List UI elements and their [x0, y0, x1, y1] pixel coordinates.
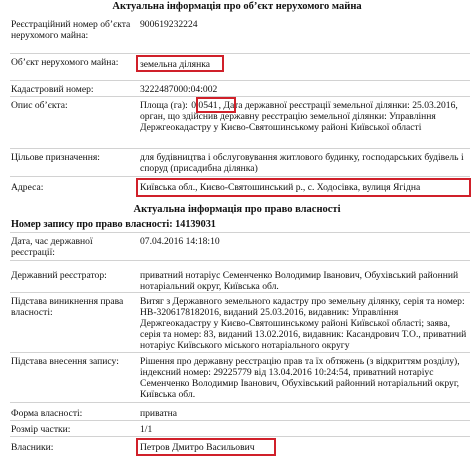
- record-number: Номер запису про право власності: 14139031: [11, 219, 216, 230]
- cadastral-number-label: Кадастровий номер:: [11, 84, 94, 95]
- ownership-form-value: приватна: [140, 408, 178, 419]
- registration-date-label: Дата, час державної реєстрації:: [11, 236, 93, 258]
- ownership-form-label: Форма власності:: [11, 408, 83, 419]
- row-divider: [10, 96, 470, 97]
- row-divider: [10, 352, 470, 353]
- entry-basis-value: Рішення про державну реєстрацію прав та їх обтяжень (з відкриттям розділу), індексний номер: 29225779 від 13.04.2016 10:24:54, приватний нотаріус Семенченко Володимир Іванович, Обухівський районний нотаріальний округ, Київська обл.: [140, 356, 460, 400]
- registration-number-label: Реєстраційний номер об’єкта нерухомого майна:: [11, 19, 131, 41]
- registrar-value: приватний нотаріус Семенченко Володимир Іванович, Обухівський районний нотаріальний округ, Київська обл.: [140, 270, 459, 292]
- row-divider: [10, 436, 470, 437]
- owners-value: Петров Дмитро Васильович: [140, 442, 255, 453]
- basis-value: Витяг з Державного земельного кадастру про земельну ділянку, серія та номер: НВ-3206178182016, виданий 25.03.2016, видавник: Управління Держгеокадастру у Києво-Святошинському районі Київської області; заява, серія та номер: 83, виданий 13.02.2016, видавник: Касандрович Т.О., приватний нотаріус Київського міського нотаріального округу: [140, 296, 467, 351]
- row-divider: [10, 148, 470, 149]
- row-divider: [10, 176, 470, 177]
- address-value: Київська обл., Києво-Святошинський р., с. Ходосівка, вулиця Ягідна: [140, 182, 421, 193]
- row-divider: [10, 80, 470, 81]
- object-type-label: Об’єкт нерухомого майна:: [11, 57, 119, 68]
- object-type-value: земельна ділянка: [140, 59, 210, 70]
- property-section-heading: Актуальна інформація про об’єкт нерухомого майна: [112, 1, 362, 12]
- address-label: Адреса:: [11, 182, 44, 193]
- entry-basis-label: Підстава внесення запису:: [11, 356, 119, 367]
- registrar-label: Державний реєстратор:: [11, 270, 107, 281]
- registration-number-value: 900619232224: [140, 19, 198, 30]
- purpose-value: для будівництва і обслуговування житлового будинку, господарських будівель і споруд (присадибна ділянка): [140, 152, 464, 174]
- row-divider: [10, 53, 470, 54]
- area-prefix: Площа (га):: [140, 100, 188, 111]
- owners-label: Власники:: [11, 442, 54, 453]
- basis-label: Підстава виникнення права власності:: [11, 296, 124, 318]
- purpose-label: Цільове призначення:: [11, 152, 100, 163]
- description-text: , Дата державної реєстрації земельної ділянки: 25.03.2016, орган, що здійснив державну реєстрацію земельної ділянки: Управління Держгеокадастру у Києво-Святошинському районі Київської області: [140, 100, 458, 133]
- row-divider: [10, 260, 470, 261]
- row-divider: [10, 402, 470, 403]
- row-divider: [10, 420, 470, 421]
- rights-section-heading: Актуальна інформація про право власності: [133, 204, 341, 215]
- registration-date-value: 07.04.2016 14:18:10: [140, 236, 220, 247]
- cadastral-number-value: 3222487000:04:002: [140, 84, 218, 95]
- row-divider: [10, 292, 470, 293]
- row-divider: [10, 232, 470, 233]
- share-value: 1/1: [140, 424, 153, 435]
- description-label: Опис об’єкта:: [11, 100, 68, 111]
- description-value: [140, 100, 470, 133]
- area-value: 0.0541: [191, 100, 218, 111]
- share-label: Розмір частки:: [11, 424, 71, 435]
